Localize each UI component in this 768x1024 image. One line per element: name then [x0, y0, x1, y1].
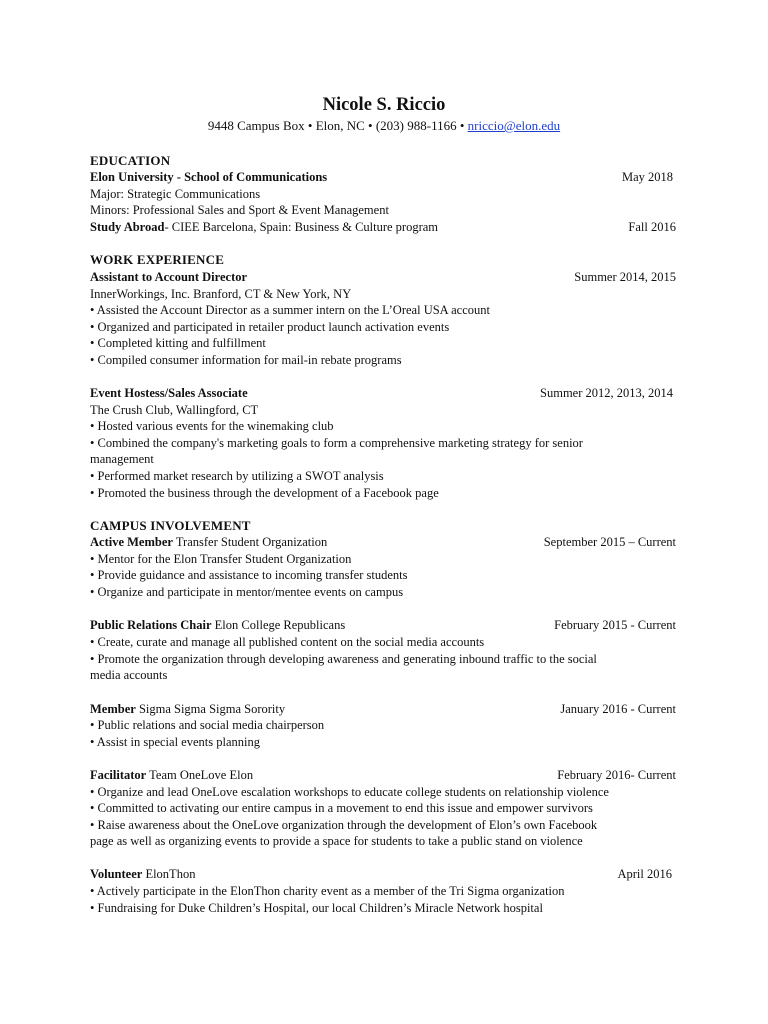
job-org: The Crush Club, Wallingford, CT: [90, 403, 259, 417]
job-date: Summer 2014, 2015: [574, 270, 676, 284]
campus-role-line: [90, 701, 285, 717]
campus-org: ElonThon: [142, 867, 196, 881]
email-link[interactable]: nriccio@elon.edu: [467, 118, 561, 133]
campus-bullet: • Organize and lead OneLove escalation workshops to educate college students on relationship violence: [90, 785, 609, 799]
resume-name: Nicole S. Riccio: [322, 95, 446, 115]
campus-org: Team OneLove Elon: [146, 768, 254, 782]
education-heading: EDUCATION: [90, 153, 171, 168]
campus-role-date: April 2016: [617, 867, 672, 881]
campus-bullet: • Raise awareness about the OneLove organization through the development of Elon’s own Facebook: [90, 818, 598, 832]
campus-heading: CAMPUS INVOLVEMENT: [90, 518, 251, 533]
campus-bullet: • Mentor for the Elon Transfer Student Organization: [90, 552, 352, 566]
work-heading: WORK EXPERIENCE: [90, 252, 225, 267]
campus-bullet: • Organize and participate in mentor/mentee events on campus: [90, 585, 404, 599]
study-abroad-label: Study Abroad: [90, 220, 165, 234]
education-minors: Minors: Professional Sales and Sport & Event Management: [90, 203, 389, 217]
education-school-date: May 2018: [621, 170, 673, 184]
job-bullet: • Assisted the Account Director as a summer intern on the L’Oreal USA account: [90, 303, 490, 317]
study-abroad-line: [90, 219, 438, 235]
campus-role-line: [90, 534, 327, 550]
campus-bullet: page as well as organizing events to provide a space for students to take a public stand on violence: [90, 834, 583, 848]
campus-role: Facilitator: [90, 768, 147, 782]
campus-bullet: • Committed to activating our entire campus in a movement to end this issue and empower survivors: [90, 801, 593, 815]
job-date: Summer 2012, 2013, 2014: [540, 386, 673, 400]
campus-role-date: February 2015 - Current: [554, 618, 676, 632]
campus-bullet: • Provide guidance and assistance to incoming transfer students: [90, 568, 408, 582]
campus-role-date: January 2016 - Current: [560, 702, 676, 716]
job-org: InnerWorkings, Inc. Branford, CT & New York, NY: [90, 287, 352, 301]
campus-bullet: media accounts: [90, 668, 168, 682]
campus-role-line: [90, 767, 253, 783]
job-bullet: • Hosted various events for the winemaking club: [90, 419, 334, 433]
education-major: Major: Strategic Communications: [90, 187, 261, 201]
campus-role: Member: [90, 702, 136, 716]
campus-bullet: • Actively participate in the ElonThon charity event as a member of the Tri Sigma organization: [90, 884, 565, 898]
job-bullet: • Organized and participated in retailer product launch activation events: [90, 320, 450, 334]
study-abroad-date: Fall 2016: [628, 220, 676, 234]
campus-bullet: • Assist in special events planning: [90, 735, 260, 749]
job-bullet: • Performed market research by utilizing a SWOT analysis: [90, 469, 384, 483]
job-bullet: • Promoted the business through the development of a Facebook page: [90, 486, 439, 500]
contact-details: 9448 Campus Box • Elon, NC • (203) 988-1166 •: [207, 118, 465, 133]
job-bullet: • Compiled consumer information for mail-in rebate programs: [90, 353, 402, 367]
campus-role-date: February 2016- Current: [557, 768, 676, 782]
job-bullet: management: [90, 452, 154, 466]
campus-org: Transfer Student Organization: [172, 535, 328, 549]
contact-line: [0, 117, 768, 134]
campus-role-line: [90, 617, 345, 633]
campus-role-date: September 2015 – Current: [543, 535, 676, 549]
campus-role: Public Relations Chair: [90, 618, 212, 632]
study-abroad-text: - CIEE Barcelona, Spain: Business & Culture program: [164, 220, 439, 234]
campus-bullet: • Create, curate and manage all published content on the social media accounts: [90, 635, 485, 649]
job-title: Event Hostess/Sales Associate: [90, 386, 248, 400]
campus-bullet: • Promote the organization through developing awareness and generating inbound traffic to the social: [90, 652, 597, 666]
campus-role: Volunteer: [90, 867, 143, 881]
job-title: Assistant to Account Director: [90, 270, 248, 284]
campus-role: Active Member: [90, 535, 173, 549]
education-school: Elon University - School of Communications: [90, 170, 328, 184]
campus-role-line: [90, 866, 195, 882]
campus-org: Sigma Sigma Sigma Sorority: [135, 702, 286, 716]
job-bullet: • Combined the company's marketing goals to form a comprehensive marketing strategy for senior: [90, 436, 583, 450]
job-bullet: • Completed kitting and fulfillment: [90, 336, 266, 350]
campus-bullet: • Public relations and social media chairperson: [90, 718, 325, 732]
campus-bullet: • Fundraising for Duke Children’s Hospital, our local Children’s Miracle Network hospital: [90, 901, 543, 915]
campus-org: Elon College Republicans: [211, 618, 346, 632]
